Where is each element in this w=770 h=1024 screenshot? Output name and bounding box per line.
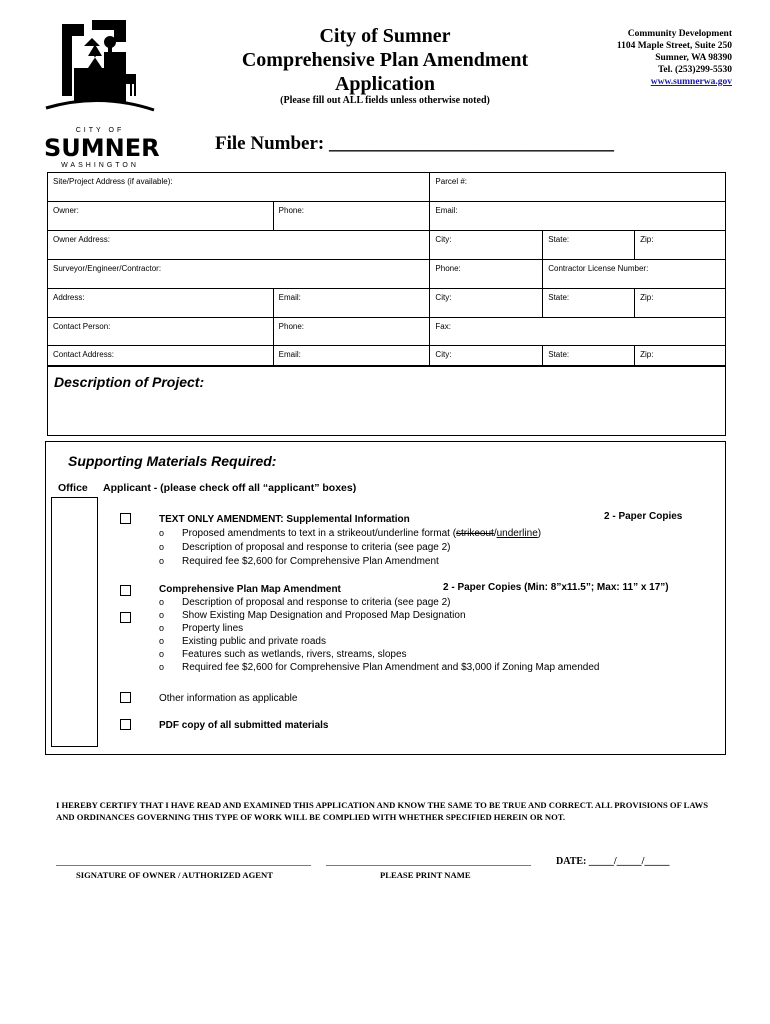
surveyor-state-field[interactable]: State: xyxy=(543,289,635,318)
document-subtitle: (Please fill out ALL fields unless otherwise noted) xyxy=(280,95,490,106)
owner-zip-field[interactable]: Zip: xyxy=(635,231,726,260)
list-item: o Show Existing Map Designation and Proposed Map Designation xyxy=(159,610,466,621)
surveyor-address-field[interactable]: Address: xyxy=(48,289,274,318)
certification-statement: I HEREBY CERTIFY THAT I HAVE READ AND EXAMINED THIS APPLICATION AND KNOW THE SAME TO BE TRUE AND CORRECT. ALL PROVISIONS OF LAWS AND ORDINANCES GOVERNING THIS TYPE OF WORK WILL BE COMPLIED WITH WHETHER SPECIFIED HEREIN OR NOT. xyxy=(56,800,709,822)
contact-fax-field[interactable]: Fax: xyxy=(430,318,726,346)
list-item: o Description of proposal and response to criteria (see page 2) xyxy=(159,542,451,553)
text-only-title: TEXT ONLY AMENDMENT: Supplemental Information xyxy=(159,514,410,525)
owner-state-field[interactable]: State: xyxy=(543,231,635,260)
signature-line[interactable]: ___________________________________________________ xyxy=(56,856,311,867)
table-row xyxy=(48,231,726,260)
pdf-copy-checkbox[interactable] xyxy=(120,719,131,730)
map-amendment-checkbox[interactable] xyxy=(120,585,131,596)
contact-city: Sumner, WA 98390 xyxy=(655,53,732,63)
surveyor-field[interactable]: Surveyor/Engineer/Contractor: xyxy=(48,260,430,289)
applicant-column-label: Applicant - (please check off all “applicant” boxes) xyxy=(103,482,357,494)
list-item: o Required fee $2,600 for Comprehensive Plan Amendment and $3,000 if Zoning Map amended xyxy=(159,662,600,673)
table-row xyxy=(48,346,726,367)
other-info-label: Other information as applicable xyxy=(159,693,298,704)
document-title xyxy=(215,24,555,96)
title-line-1: City of Sumner xyxy=(319,25,451,47)
contractor-license-field[interactable]: Contractor License Number: xyxy=(543,260,726,289)
owner-address-field[interactable]: Owner Address: xyxy=(48,231,430,260)
supporting-materials-box xyxy=(45,441,726,755)
contact-phone-field[interactable]: Phone: xyxy=(273,318,430,346)
table-row xyxy=(48,318,726,346)
print-name-line[interactable]: _________________________________________ xyxy=(326,856,531,867)
text-only-copies: 2 - Paper Copies xyxy=(604,511,683,522)
owner-phone-field[interactable]: Phone: xyxy=(273,202,430,231)
office-column-label: Office xyxy=(58,482,88,494)
city-logo xyxy=(44,16,160,169)
contact-block xyxy=(590,28,732,88)
list-item: o Property lines xyxy=(159,623,244,634)
print-name-label: PLEASE PRINT NAME xyxy=(380,870,471,880)
city-logo-icon xyxy=(44,16,156,124)
table-row xyxy=(48,173,726,202)
map-amendment-title: Comprehensive Plan Map Amendment xyxy=(159,584,341,595)
text-only-checkbox[interactable] xyxy=(120,513,131,524)
contact-tel: Tel. (253)299-5530 xyxy=(657,65,732,75)
owner-field[interactable]: Owner: xyxy=(48,202,274,231)
list-item: o Description of proposal and response to criteria (see page 2) xyxy=(159,597,451,608)
table-row xyxy=(48,260,726,289)
contact-address-field[interactable]: Contact Address: xyxy=(48,346,274,367)
supporting-materials-title: Supporting Materials Required: xyxy=(68,453,277,469)
file-number: File Number: ______________________________ xyxy=(215,133,614,154)
parcel-field[interactable]: Parcel #: xyxy=(430,173,726,202)
contact-person-field[interactable]: Contact Person: xyxy=(48,318,274,346)
surveyor-city-field[interactable]: City: xyxy=(430,289,543,318)
contact-dept: Community Development xyxy=(627,29,732,39)
title-line-3: Application xyxy=(334,73,436,95)
logo-city-of: CITY OF xyxy=(75,127,125,134)
map-amendment-copies: 2 - Paper Copies (Min: 8”x11.5”; Max: 11” x 17”) xyxy=(443,582,669,593)
other-info-checkbox[interactable] xyxy=(120,692,131,703)
logo-sumner: SUMNER xyxy=(44,134,160,162)
surveyor-zip-field[interactable]: Zip: xyxy=(635,289,726,318)
surveyor-phone-field[interactable]: Phone: xyxy=(430,260,543,289)
contact-street: 1104 Maple Street, Suite 250 xyxy=(616,41,732,51)
owner-city-field[interactable]: City: xyxy=(430,231,543,260)
list-item: o Existing public and private roads xyxy=(159,636,326,647)
description-title: Description of Project: xyxy=(54,374,205,390)
owner-email-field[interactable]: Email: xyxy=(430,202,726,231)
contact-website-link[interactable]: www.sumnerwa.gov xyxy=(650,77,732,87)
site-address-field[interactable]: Site/Project Address (if available): xyxy=(48,173,430,202)
date-line[interactable]: DATE: _____/_____/_____ xyxy=(556,856,670,867)
map-amendment-checkbox-2[interactable] xyxy=(120,612,131,623)
contact-city-field[interactable]: City: xyxy=(430,346,543,367)
logo-washington: WASHINGTON xyxy=(61,162,139,169)
title-line-2: Comprehensive Plan Amendment xyxy=(241,49,529,71)
pdf-copy-label: PDF copy of all submitted materials xyxy=(159,720,329,731)
surveyor-email-field[interactable]: Email: xyxy=(273,289,430,318)
contact-zip-field[interactable]: Zip: xyxy=(635,346,726,367)
signature-label: SIGNATURE OF OWNER / AUTHORIZED AGENT xyxy=(76,870,273,880)
table-row xyxy=(48,202,726,231)
table-row xyxy=(48,289,726,318)
list-item: o Features such as wetlands, rivers, streams, slopes xyxy=(159,649,407,660)
contact-email-field[interactable]: Email: xyxy=(273,346,430,367)
contact-state-field[interactable]: State: xyxy=(543,346,635,367)
list-item: o Required fee $2,600 for Comprehensive Plan Amendment xyxy=(159,556,439,567)
description-field[interactable] xyxy=(47,365,726,436)
applicant-info-table xyxy=(47,172,726,367)
list-item: o Proposed amendments to text in a strikeout/underline format (strikeout/underline) xyxy=(159,528,542,539)
office-use-column xyxy=(51,497,98,747)
